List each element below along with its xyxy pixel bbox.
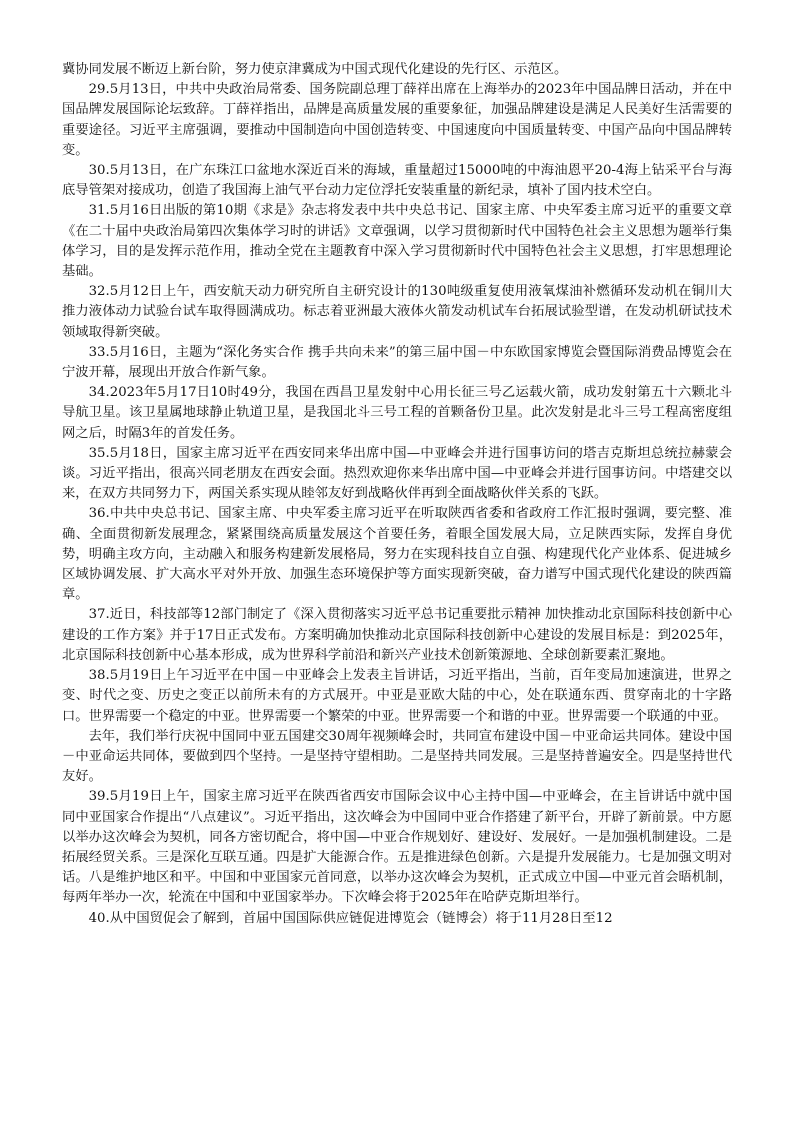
paragraph-item-31: 31.5月16日出版的第10期《求是》杂志将发表中共中央总书记、国家主席、中央军委主席习近平的重要文章《在二十届中央政治局第四次集体学习时的讲话》文章强调，以学习贯彻新时代中国特色社会主义思想为题举行集体学习，目的是发挥示范作用，推动全党在主题教育中深入学习贯彻新时代中国特色社会主义思想，打牢思想理论基础。: [62, 203, 732, 280]
paragraph-item-34: 34.2023年5月17日10时49分，我国在西昌卫星发射中心用长征三号乙运载火箭，成功发射第五十六颗北斗导航卫星。该卫星属地球静止轨道卫星，是我国北斗三号工程的首颗备份卫星。此次发射是北斗三号工程高密度组网之后，时隔3年的首发任务。: [62, 385, 732, 441]
paragraph-item-35: 35.5月18日，国家主席习近平在西安同来华出席中国—中亚峰会并进行国事访问的塔吉克斯坦总统拉赫蒙会谈。习近平指出，很高兴同老朋友在西安会面。热烈欢迎你来华出席中国—中亚峰会并进行国事访问。中塔建交以来，在双方共同努力下，两国关系实现从睦邻友好到战略伙伴再到全面战略伙伴关系的飞跃。: [62, 445, 732, 502]
paragraph-item-33: 33.5月16日，主题为“深化务实合作 携手共向未来”的第三届中国－中东欧国家博览会暨国际消费品博览会在宁波开幕，展现出开放合作新气象。: [62, 344, 732, 381]
paragraph-item-40: 40.从中国贸促会了解到，首届中国国际供应链促进博览会（链博会）将于11月28日至12: [88, 910, 613, 926]
paragraph-item-38-continued: 去年，我们举行庆祝中国同中亚五国建交30周年视频峰会时，共同宣布建设中国－中亚命运共同体。建设中国－中亚命运共同体，要做到四个坚持。一是坚持守望相助。二是坚持共同发展。三是坚持普遍安全。四是坚持世代友好。: [62, 728, 732, 785]
paragraph-item-29: 29.5月13日，中共中央政治局常委、国务院副总理丁薛祥出席在上海举办的2023年中国品牌日活动，并在中国品牌发展国际论坛致辞。丁薛祥指出，品牌是高质量发展的重要象征，加强品牌建设是满足人民美好生活需要的重要途径。习近平主席强调，要推动中国制造向中国创造转变、中国速度向中国质量转变、中国产品向中国品牌转变。: [62, 82, 732, 158]
paragraph-continued: 冀协同发展不断迈上新台阶，努力使京津冀成为中国式现代化建设的先行区、示范区。: [62, 62, 568, 77]
paragraph-item-36: 36.中共中央总书记、国家主席、中央军委主席习近平在听取陕西省委和省政府工作汇报时强调，要完整、准确、全面贯彻新发展理念，紧紧围绕高质量发展这个首要任务，着眼全国发展大局，立足陕西实际，发挥自身优势，明确主攻方向，主动融入和服务构建新发展格局，努力在实现科技自立自强、构建现代化产业体系、促进城乡区域协调发展、扩大高水平对外开放、加强生态环境保护等方面实现新突破，奋力谱写中国式现代化建设的陕西篇章。: [62, 506, 732, 603]
paragraph-item-39: 39.5月19日上午，国家主席习近平在陕西省西安市国际会议中心主持中国—中亚峰会，在主旨讲话中就中国同中亚国家合作提出“八点建议”。习近平指出，这次峰会为中国同中亚合作搭建了新平台，开辟了新前景。中方愿以举办这次峰会为契机，同各方密切配合，将中国—中亚合作规划好、建设好、发展好。一是加强机制建设。二是拓展经贸关系。三是深化互联互通。四是扩大能源合作。五是推进绿色创新。六是提升发展能力。七是加强文明对话。八是维护地区和平。中国和中亚国家元首同意，以举办这次峰会为契机，正式成立中国—中亚元首会晤机制，每两年举办一次，轮流在中国和中亚国家举办。下次峰会将于2025年在哈萨克斯坦举行。: [62, 789, 732, 906]
paragraph-item-32: 32.5月12日上午，西安航天动力研究所自主研究设计的130吨级重复使用液氧煤油补燃循环发动机在铜川大推力液体动力试验台试车取得圆满成功。标志着亚洲最大液体火箭发动机试车台拓展试验型谱，在发动机研试技术领域取得新突破。: [62, 284, 732, 340]
paragraph-item-37: 37.近日，科技部等12部门制定了《深入贯彻落实习近平总书记重要批示精神 加快推动北京国际科技创新中心建设的工作方案》并于17日正式发布。方案明确加快推动北京国际科技创新中心建设的发展目标是：到2025年，北京国际科技创新中心基本形成，成为世界科学前沿和新兴产业技术创新策源地、全球创新要素汇聚地。: [62, 607, 732, 663]
paragraph-item-38: 38.5月19日上午习近平在中国－中亚峰会上发表主旨讲话，习近平指出，当前，百年变局加速演进，世界之变、时代之变、历史之变正以前所未有的方式展开。中亚是亚欧大陆的中心，处在联通东西、贯穿南北的十字路口。世界需要一个稳定的中亚。世界需要一个繁荣的中亚。世界需要一个和谐的中亚。世界需要一个联通的中亚。: [62, 668, 732, 724]
paragraph-item-30: 30.5月13日，在广东珠江口盆地水深近百米的海域，重量超过15000吨的中海油恩平20-4海上钻采平台与海底导管架对接成功，创造了我国海上油气平台动力定位浮托安装重量的新纪录，填补了国内技术空白。: [62, 163, 732, 199]
